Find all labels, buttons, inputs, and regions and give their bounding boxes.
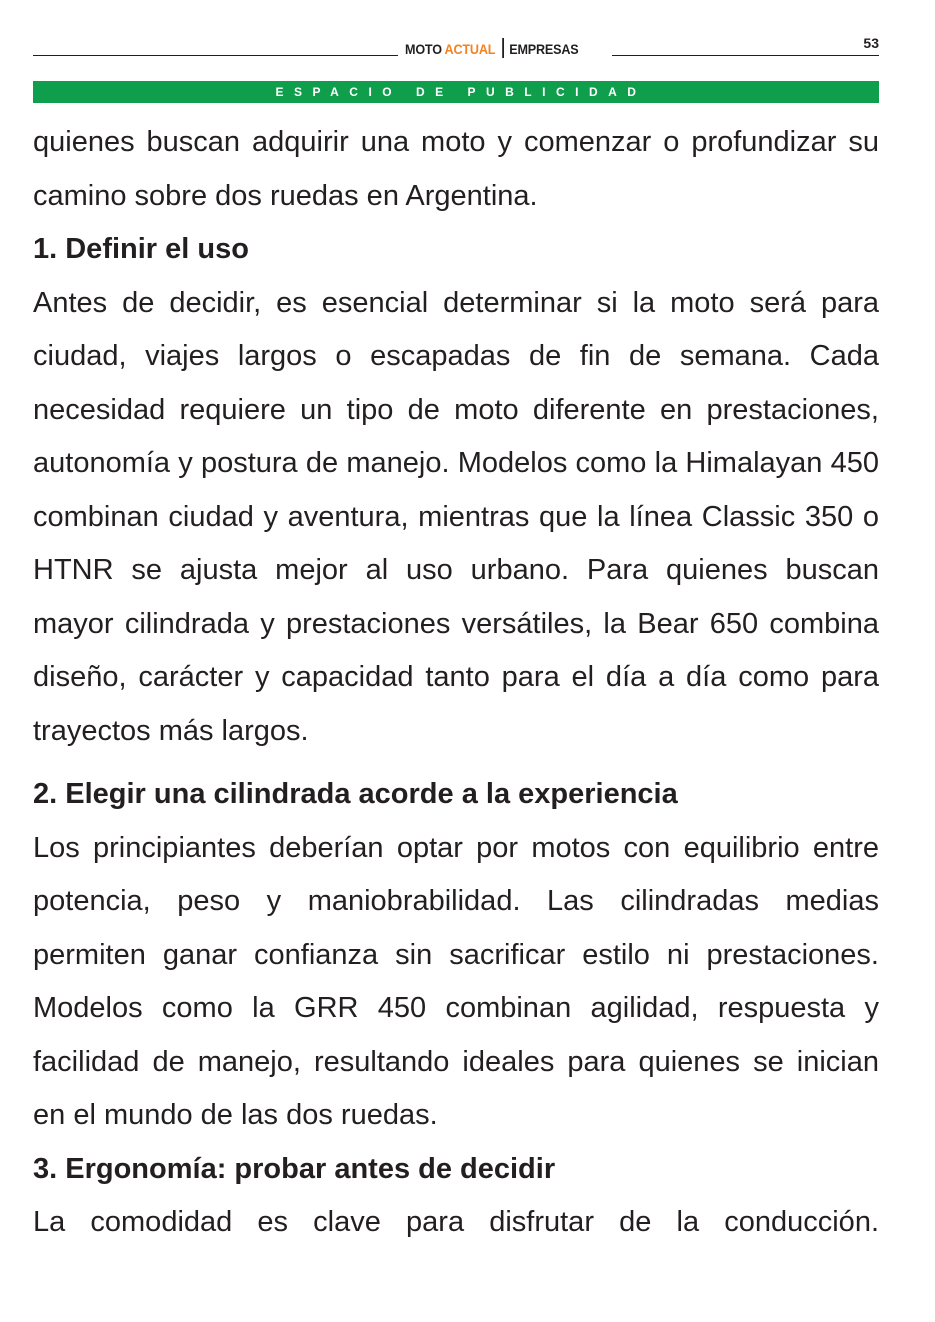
section-body-1: Antes de decidir, es esencial determinar si la moto será para ciudad, viajes largos o escapadas de fin de semana. Cada necesidad requiere un tipo de moto diferente en prestaciones, autonomía y postura de manejo. Modelos como la Himalayan 450 combinan ciudad y aventura, mientras que la línea Classic 350 o HTNR se ajusta mejor al uso urbano. Para quienes buscan mayor cilindrada y prestaciones versátiles, la Bear 650 combina diseño, carácter y capacidad tanto para el día a día como para trayectos más largos. [33, 286, 879, 747]
brand-divider [502, 38, 503, 58]
publication-brand [405, 38, 579, 58]
section-heading-1: 1. Definir el uso [33, 233, 249, 265]
advertising-banner: ESPACIO DE PUBLICIDAD [33, 81, 879, 103]
brand-moto: MOTO [405, 41, 442, 57]
section-body-2: Los principiantes deberían optar por motos con equilibrio entre potencia, peso y maniobrabilidad. Las cilindradas medias permiten ganar confianza sin sacrificar estilo ni prestaciones. Modelos como la GRR 450 combinan agilidad, respuesta y facilidad de manejo, resultando ideales para quienes se inician en el mundo de las dos ruedas. [33, 831, 879, 1131]
header-rule-right [612, 55, 879, 56]
page-header [33, 30, 879, 62]
section-heading-3: 3. Ergonomía: probar antes de decidir [33, 1152, 556, 1185]
section-heading-2: 2. Elegir una cilindrada acorde a la experiencia [33, 778, 678, 810]
section-name: EMPRESAS [509, 41, 579, 57]
header-rule-left [33, 55, 398, 56]
article-body [33, 116, 879, 1250]
article-intro: quienes buscan adquirir una moto y comenzar o profundizar su camino sobre dos ruedas en Argentina. [33, 126, 879, 212]
section-body-3: La comodidad es clave para disfrutar de la conducción. [33, 1206, 879, 1238]
page-number: 53 [863, 35, 879, 51]
brand-actual: ACTUAL [444, 41, 496, 57]
